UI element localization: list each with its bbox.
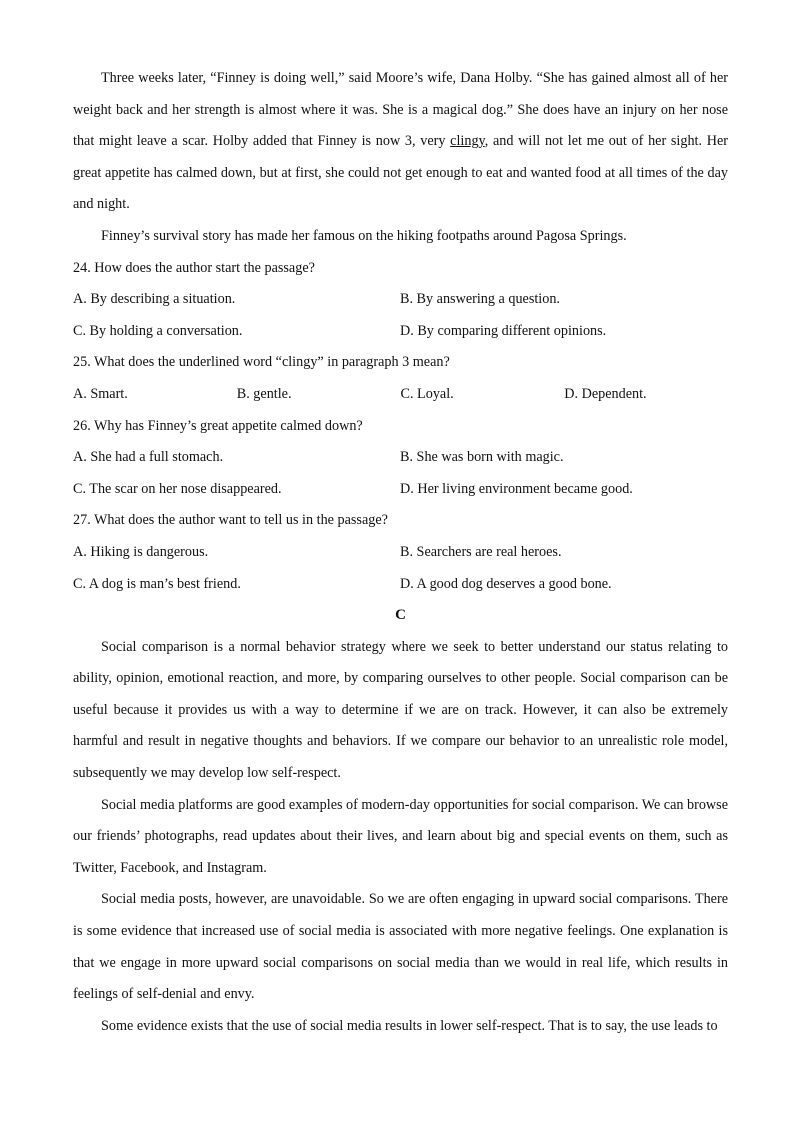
paragraph-finney-famous: Finney’s survival story has made her famous on the hiking footpaths around Pagosa Springs. (101, 227, 627, 244)
option-c: C. By holding a conversation. (73, 322, 243, 339)
question-25 (73, 347, 728, 410)
option-d: D. A good dog deserves a good bone. (400, 575, 612, 592)
question-stem: 27. What does the author want to tell us in the passage? (73, 512, 388, 529)
document-page (73, 63, 728, 1042)
option-a: A. Hiking is dangerous. (73, 543, 209, 560)
paragraph-social-comparison: Social comparison is a normal behavior strategy where we seek to better understand our status relating to ability, opinion, emotional reaction, and more, by comparing ourselves to other people. Social comparison can be useful because it provides us with a way to determine if we are on track. However, it can also be extremely harmful and result in negative thoughts and behaviors. If we compare our behavior to an unrealistic role model, subsequently we may develop low self-respect. (73, 638, 728, 782)
paragraph-upward-comparisons: Social media posts, however, are unavoidable. So we are often engaging in upward social comparisons. There is some evidence that increased use of social media is associated with more negative feelings. One explanation is that we engage in more upward social comparisons on social media than we would in real life, which results in feelings of self-denial and envy. (73, 891, 728, 1003)
option-b: B. Searchers are real heroes. (400, 543, 562, 560)
question-stem: 26. Why has Finney’s great appetite calmed down? (73, 417, 363, 434)
section-heading-c: C (395, 607, 406, 624)
option-c: C. The scar on her nose disappeared. (73, 480, 282, 497)
underlined-word-clingy: clingy (450, 133, 485, 150)
question-26 (73, 411, 728, 506)
option-d: D. Her living environment became good. (400, 480, 633, 497)
option-d: D. Dependent. (564, 385, 647, 402)
option-b: B. She was born with magic. (400, 449, 564, 466)
question-stem: 24. How does the author start the passage? (73, 259, 315, 276)
paragraph-finney-recovery: Three weeks later, “Finney is doing well,” said Moore’s wife, Dana Holby. “She has gained almost all of her weight back and her strength is almost where it was. She is a magical dog.” She does have an injury on her nose that might leave a scar. Holby added that Finney is now 3, very clingy, and will not let me out of her sight. Her great appetite has calmed down, but at first, she could not get enough to eat and wanted food at all times of the day and night. (73, 70, 728, 213)
option-a: A. By describing a situation. (73, 291, 236, 308)
option-c: C. A dog is man’s best friend. (73, 575, 241, 592)
option-a: A. Smart. (73, 385, 128, 402)
option-c: C. Loyal. (400, 385, 454, 402)
option-a: A. She had a full stomach. (73, 449, 224, 466)
option-b: B. By answering a question. (400, 291, 560, 308)
option-d: D. By comparing different opinions. (400, 322, 607, 339)
question-24 (73, 253, 728, 348)
paragraph-self-respect: Some evidence exists that the use of social media results in lower self-respect. That is to say, the use leads to (101, 1017, 718, 1034)
option-b: B. gentle. (236, 385, 292, 402)
question-stem: 25. What does the underlined word “clingy” in paragraph 3 mean? (73, 354, 450, 371)
paragraph-social-media-platforms: Social media platforms are good examples of modern-day opportunities for social comparison. We can browse our friends’ photographs, read updates about their lives, and learn about big and special events on them, such as Twitter, Facebook, and Instagram. (73, 796, 728, 876)
question-27 (73, 505, 728, 600)
